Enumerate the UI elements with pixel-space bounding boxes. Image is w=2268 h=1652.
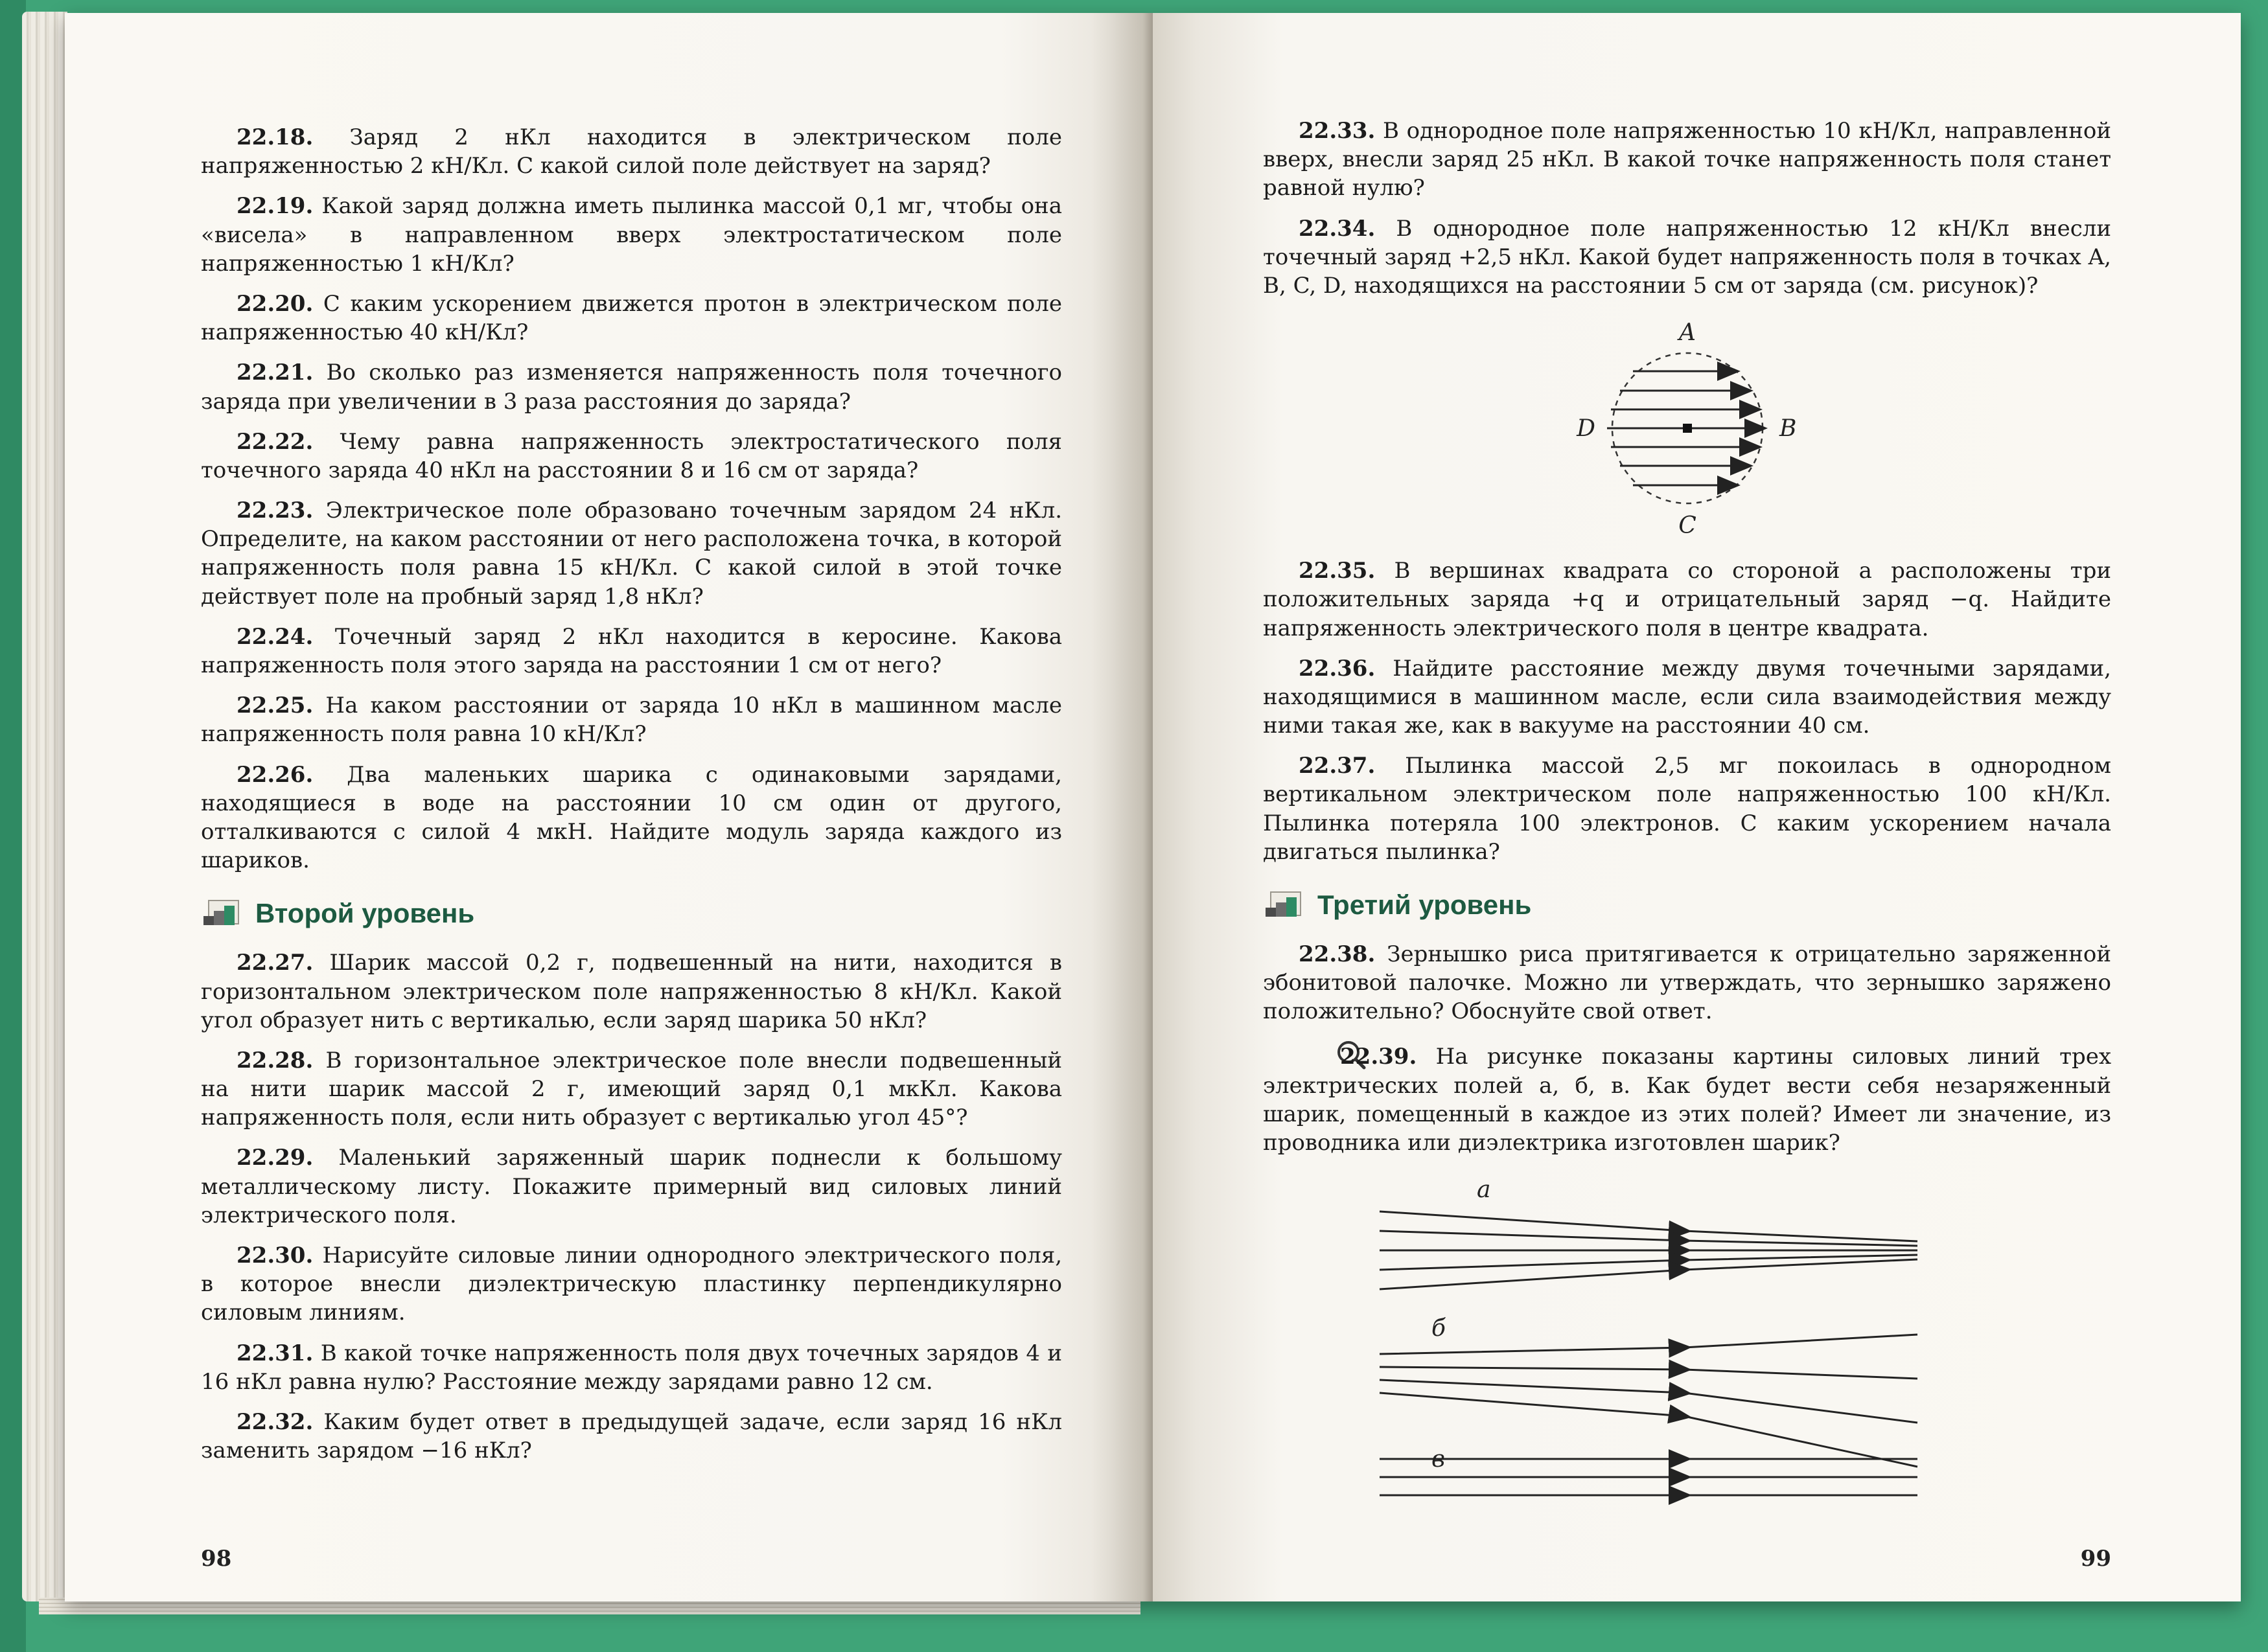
left-page xyxy=(65,13,1153,1601)
problem-22-21 xyxy=(201,358,1062,415)
problem-number: 22.32. xyxy=(237,1408,314,1435)
point-label-B: B xyxy=(1779,415,1796,442)
problem-number: 22.35. xyxy=(1299,558,1376,584)
problem-22-38 xyxy=(1263,940,2111,1026)
problem-text: Шарик массой 0,2 г, подвешенный на нити, находится в горизонтальном электрическом поле напряженностью 8 кН/Кл. Какой угол образует нить с вертикалью, если заряд шарика 50 нКл? xyxy=(201,950,1063,1033)
problem-text: В какой точке напряженность поля двух точечных зарядов 4 и 16 нКл равна нулю? Расстояние между зарядами равно 12 см. xyxy=(201,1340,1062,1395)
problem-22-32 xyxy=(201,1408,1062,1465)
field-picture-label-a: а xyxy=(1477,1176,1491,1204)
problem-22-39 xyxy=(1263,1038,2111,1158)
point-label-C: C xyxy=(1678,512,1696,539)
problem-text: Заряд 2 нКл находится в электрическом поле напряженностью 2 кН/Кл. С какой силой поле действует на заряд? xyxy=(201,124,1062,179)
problem-text: Нарисуйте силовые линии однородного электрического поля, в которое внесли диэлектрическую пластинку перпендикулярно силовым линиям. xyxy=(201,1243,1063,1326)
field-points-figure xyxy=(1512,312,1862,538)
problem-22-18 xyxy=(201,123,1062,180)
problem-text: С каким ускорением движется протон в электрическом поле напряженностью 40 кН/Кл? xyxy=(201,290,1062,346)
problem-22-26 xyxy=(201,761,1062,875)
problem-22-29 xyxy=(201,1143,1062,1230)
problem-number: 22.22. xyxy=(237,428,314,455)
section-header-label: Второй уровень xyxy=(255,898,475,929)
difficult-problem-icon xyxy=(1299,1038,1332,1072)
problem-number: 22.26. xyxy=(237,761,314,788)
problem-22-28 xyxy=(201,1046,1062,1132)
problem-number: 22.20. xyxy=(237,290,314,317)
problem-number: 22.34. xyxy=(1299,215,1376,242)
problem-number: 22.21. xyxy=(237,360,314,386)
problem-text: Пылинка массой 2,5 мг покоилась в однородном вертикальном электрическом поле напряженностью 100 кН/Кл. Пылинка потеряла 100 электронов. С каким ускорением начала двигаться пылинка? xyxy=(1263,753,2111,865)
section-header-level2 xyxy=(201,898,1062,929)
problem-number: 22.28. xyxy=(237,1047,314,1073)
problem-number: 22.37. xyxy=(1299,753,1376,779)
problem-22-36 xyxy=(1263,654,2111,740)
page-number-right: 99 xyxy=(2080,1546,2111,1572)
field-picture-label-v: в xyxy=(1431,1446,1445,1473)
problem-text: Во сколько раз изменяется напряженность поля точечного заряда при увеличении в 3 раза расстояния до заряда? xyxy=(201,360,1063,415)
problem-number: 22.27. xyxy=(237,950,314,976)
level-icon xyxy=(201,898,242,929)
problem-number: 22.19. xyxy=(237,193,314,220)
problem-22-37 xyxy=(1263,751,2111,866)
problem-22-19 xyxy=(201,192,1062,278)
problem-22-30 xyxy=(201,1241,1062,1327)
problem-text: Найдите расстояние между двумя точечными зарядами, находящимися в машинном масле, если сила взаимодействия между ними такая же, как в вакууме на расстоянии 40 см. xyxy=(1263,655,2111,739)
problem-number: 22.24. xyxy=(237,623,314,650)
open-book xyxy=(65,13,2241,1601)
problem-text: Электрическое поле образовано точечным зарядом 24 нКл. Определите, на каком расстоянии от него расположена точка, в которой напряженность поля равна 15 кН/Кл. С какой силой в этой точке действует поле на пробный заряд 1,8 нКл? xyxy=(201,498,1063,610)
problem-number: 22.33. xyxy=(1299,118,1376,144)
problem-number: 22.31. xyxy=(237,1340,314,1366)
problem-text: Зернышко риса притягивается к отрицательно заряженной эбонитовой палочке. Можно ли утверждать, что зернышко заряжено положительно? Обоснуйте свой ответ. xyxy=(1263,941,2111,1025)
problem-text: Каким будет ответ в предыдущей задаче, если заряд 16 нКл заменить зарядом −16 нКл? xyxy=(201,1408,1062,1464)
problem-text: В вершинах квадрата со стороной a расположены три положительных заряда +q и отрицательный заряд −q. Найдите напряженность электрического поля в центре квадрата. xyxy=(1263,558,2111,641)
problem-22-27 xyxy=(201,948,1062,1035)
problem-text: Чему равна напряженность электростатического поля точечного заряда 40 нКл на расстоянии 8 и 16 см от заряда? xyxy=(201,428,1062,483)
section-header-level3 xyxy=(1263,889,2111,921)
right-page xyxy=(1153,13,2241,1601)
problem-number: 22.23. xyxy=(237,498,314,524)
problem-22-31 xyxy=(201,1339,1062,1396)
problem-text: Точечный заряд 2 нКл находится в керосине. Какова напряженность поля этого заряда на расстоянии 1 см от него? xyxy=(201,623,1062,678)
problem-22-34 xyxy=(1263,214,2111,301)
problem-22-22 xyxy=(201,428,1062,485)
problem-text: В горизонтальное электрическое поле внесли подвешенный на нити шарик массой 2 г, имеющий заряд 0,1 мкКл. Какова напряженность поля, если нить образует с вертикалью угол 45°? xyxy=(201,1047,1062,1131)
point-label-A: A xyxy=(1678,319,1696,347)
problem-number: 22.36. xyxy=(1299,655,1376,682)
problem-text: Какой заряд должна иметь пылинка массой 0,1 мг, чтобы она «висела» в направленном вверх электростатическом поле напряженностью 1 кН/Кл? xyxy=(201,193,1062,277)
problem-number: 22.38. xyxy=(1299,941,1376,967)
problem-number: 22.25. xyxy=(237,693,314,719)
level-icon xyxy=(1263,889,1304,921)
problem-text: Маленький заряженный шарик поднесли к большому металлическому листу. Покажите примерный вид силовых линий электрического поля. xyxy=(201,1145,1063,1228)
problem-number: 22.18. xyxy=(237,124,314,150)
page-number-left: 98 xyxy=(201,1546,232,1572)
point-charge-marker xyxy=(1683,424,1692,433)
problem-22-33 xyxy=(1263,117,2111,203)
problem-text: В однородное поле напряженностью 12 кН/Кл внесли точечный заряд +2,5 нКл. Какой будет напряженность поля в точках A, B, C, D, находящихся на расстоянии 5 см от заряда (см. рисунок)? xyxy=(1263,215,2111,299)
problem-text: В однородное поле напряженностью 10 кН/Кл, направленной вверх, внесли заряд 25 нКл. В какой точке напряженность поля станет равной нулю? xyxy=(1263,118,2111,201)
problem-22-23 xyxy=(201,496,1062,611)
problem-22-20 xyxy=(201,290,1062,347)
problem-text: На каком расстоянии от заряда 10 нКл в машинном масле напряженность поля равна 10 кН/Кл? xyxy=(201,693,1062,748)
problem-text: Два маленьких шарика с одинаковыми зарядами, находящиеся в воде на расстоянии 10 см один от другого, отталкиваются с силой 4 мкН. Найдите модуль заряда каждого из шариков. xyxy=(201,761,1062,874)
point-label-D: D xyxy=(1576,415,1595,442)
field-picture-label-b: б xyxy=(1431,1315,1446,1342)
problem-number: 22.30. xyxy=(237,1243,314,1268)
problem-22-35 xyxy=(1263,556,2111,643)
problem-22-25 xyxy=(201,691,1062,748)
problem-22-24 xyxy=(201,623,1062,680)
problem-text: На рисунке показаны картины силовых линий трех электрических полей а, б, в. Как будет вести себя незаряженный шарик, помещенный в каждое из этих полей? Имеет ли значение, из проводника или диэлектрика изготовлен шарик? xyxy=(1263,1043,2112,1156)
section-header-label: Третий уровень xyxy=(1317,889,1532,920)
field-lines-figure xyxy=(1282,1174,1982,1511)
page-stack-left-edge xyxy=(22,12,67,1601)
problem-number: 22.39. xyxy=(1340,1043,1417,1070)
problem-number: 22.29. xyxy=(237,1145,314,1171)
